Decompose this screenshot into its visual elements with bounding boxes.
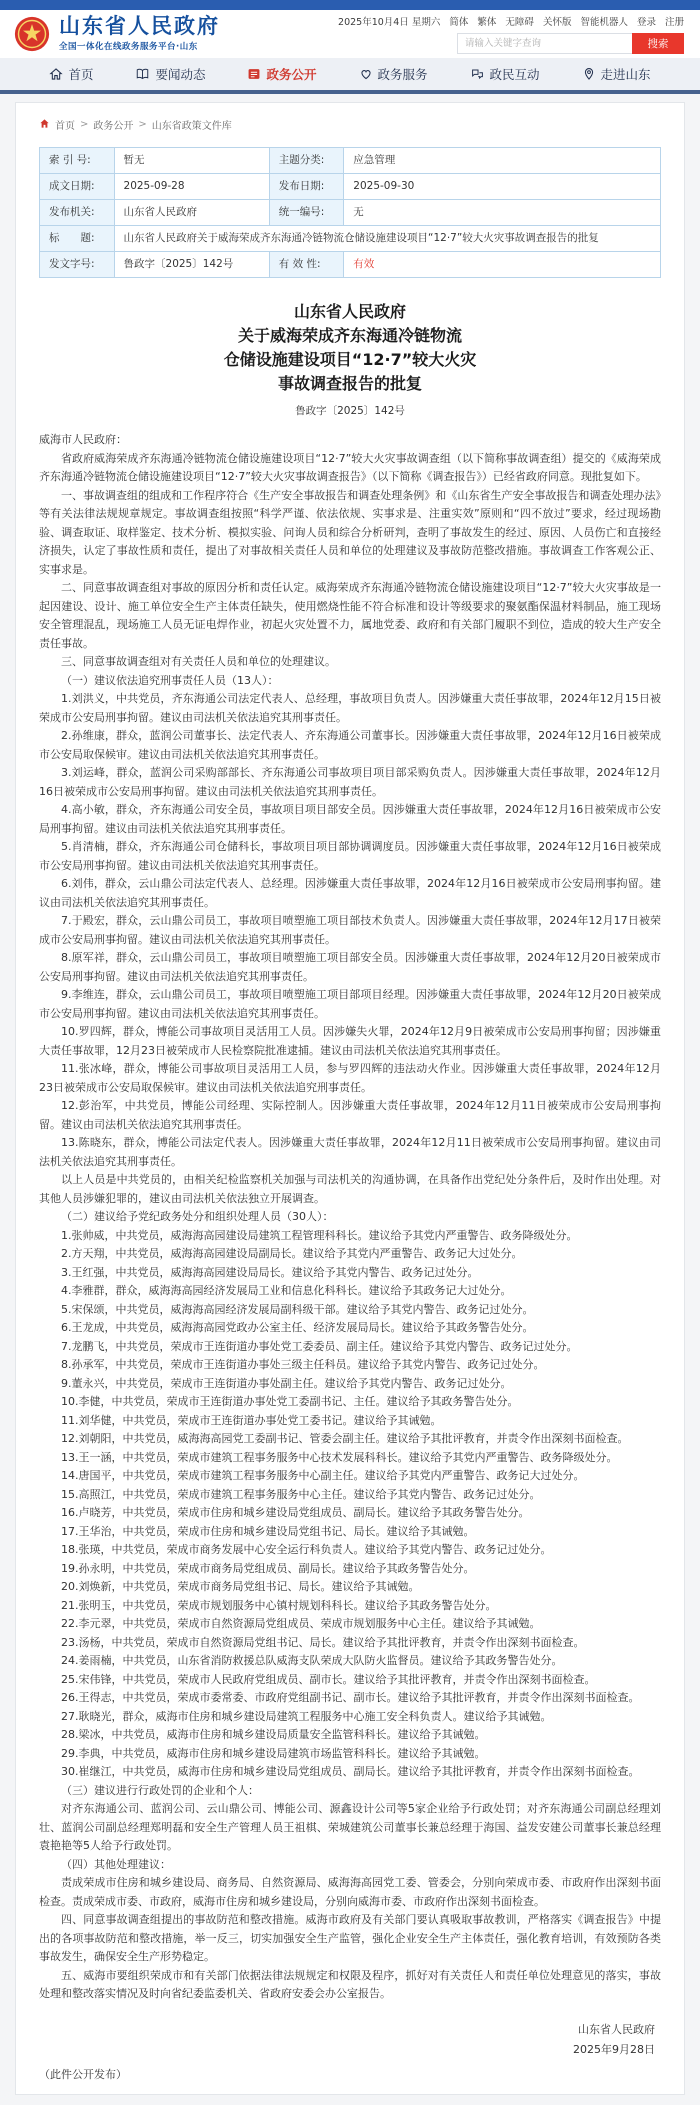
- disclosure-icon: [247, 67, 261, 81]
- meta-label-cell: 成文日期:: [40, 174, 115, 200]
- breadcrumb-separator: >: [138, 119, 147, 130]
- meta-value-cell: 暂无: [114, 148, 269, 174]
- paragraph: 7.于殿宏，群众，云山鼎公司员工，事故项目喷塑施工项目部技术负责人。因涉嫌重大责任事故罪，2024年12月17日被荣成市公安局刑事拘留。建议由司法机关依法追究其刑事责任。: [39, 914, 661, 946]
- meta-value-cell: 山东省人民政府关于威海荣成齐东海通冷链物流仓储设施建设项目“12·7”较大火灾事故调查报告的批复: [114, 226, 660, 252]
- link-traditional[interactable]: 繁体: [477, 17, 497, 28]
- meta-label-cell: 统一编号:: [269, 200, 344, 226]
- paragraph: 4.高小敏，群众，齐东海通公司安全员，事故项目项目部安全员。因涉嫌重大责任事故罪，2024年12月16日被荣成市公安局刑事拘留。建议由司法机关依法追究其刑事责任。: [39, 803, 661, 835]
- meta-table-row: [40, 252, 661, 278]
- paragraph: 五、威海市要组织荣成市和有关部门依据法律法规规定和权限及程序，抓好对有关责任人和责任单位处理意见的落实，事故处理和整改落实情况及时向省纪委监委机关、省政府安委会办公室报告。: [39, 1968, 661, 2000]
- paragraph: 12.刘朝阳，中共党员，威海海高园党工委副书记、管委会副主任。建议给予其批评教育，并责令作出深刻书面检查。: [61, 1432, 629, 1445]
- link-accessibility[interactable]: 无障碍: [505, 17, 534, 28]
- document-meta-table: [39, 147, 661, 278]
- paragraph: 责成荣成市住房和城乡建设局、商务局、自然资源局、威海海高园党工委、管委会，分别向荣成市委、市政府作出深刻书面检查。责成荣成市委、市政府，威海市住房和城乡建设局，分别向威海市委、市政府作出深刻书面检查。: [39, 1876, 661, 1908]
- meta-table-row: [40, 226, 661, 252]
- paragraph: 2.孙维康，群众，蓝润公司董事长、法定代表人、齐东海通公司董事长。因涉嫌重大责任事故罪，2024年12月16日被荣成市公安局取保候审。建议由司法机关依法追究其刑事责任。: [39, 729, 661, 761]
- link-simplified[interactable]: 简体: [449, 17, 469, 28]
- meta-table-row: [40, 200, 661, 226]
- brand: [14, 16, 220, 52]
- paragraph: 24.姜雨楠，中共党员，山东省消防救援总队威海支队荣成大队防火监督员。建议给予其政务警告处分。: [61, 1654, 563, 1667]
- shandong-icon: [582, 67, 596, 81]
- header-right: [338, 14, 684, 54]
- paragraph: 7.龙鹏飞，中共党员，荣成市王连街道办事处党工委委员、副主任。建议给予其党内警告、政务记过处分。: [61, 1339, 578, 1353]
- meta-value-cell: 2025-09-28: [114, 174, 269, 200]
- current-date: 2025年10月4日 星期六: [338, 17, 441, 28]
- signature-date: 2025年9月28日: [573, 2042, 655, 2056]
- document-title-line: 关于威海荣成齐东海通冷链物流: [237, 326, 462, 345]
- breadcrumb-item[interactable]: 首页: [55, 121, 75, 132]
- brand-text: [59, 16, 220, 52]
- top-blue-bar: [0, 0, 700, 10]
- breadcrumb: [39, 117, 661, 132]
- paragraph: （四）其他处理建议：: [61, 1857, 171, 1871]
- nav-item-service[interactable]: [359, 65, 428, 83]
- link-smart-robot[interactable]: 智能机器人: [580, 17, 628, 28]
- document-title-line: 事故调查报告的批复: [277, 374, 422, 393]
- paragraph: 9.董永兴，中共党员，荣成市王连街道办事处副主任。建议给予其党内警告、政务记过处分。: [61, 1376, 512, 1390]
- document: [39, 300, 661, 2082]
- document-body: [39, 431, 661, 2004]
- meta-value-cell: 应急管理: [344, 148, 661, 174]
- interaction-icon: [470, 67, 485, 81]
- nav-item-label: 政务公开: [266, 67, 317, 82]
- nav-item-about-shandong[interactable]: [582, 65, 651, 83]
- meta-value-cell: 鲁政字〔2025〕142号: [114, 252, 269, 278]
- nav-item-label: 首页: [68, 67, 94, 82]
- paragraph: 18.张瑛，中共党员，荣成市商务发展中心安全运行科负责人。建议给予其党内警告、政务记过处分。: [61, 1543, 552, 1556]
- paragraph: 21.张明玉，中共党员，荣成市规划服务中心镇村规划科科长。建议给予其政务警告处分。: [61, 1598, 497, 1612]
- site-header: [0, 10, 700, 58]
- paragraph: 10.罗四辉，群众，博能公司事故项目灵活用工人员。因涉嫌失火罪，2024年12月9日被荣成市公安局刑事拘留；因涉嫌重大责任事故罪，12月23日被荣成市人民检察院批准逮捕。建议由司法机关依法追究其刑事责任。: [39, 1025, 661, 1057]
- paragraph: （一）建议依法追究刑事责任人员（13人）：: [61, 673, 279, 687]
- document-title: [39, 300, 661, 396]
- paragraph: 28.梁冰，中共党员，威海市住房和城乡建设局质量安全监管科科长。建议给予其诫勉。: [61, 1728, 486, 1741]
- quick-links: [338, 14, 684, 28]
- paragraph: 对齐东海通公司、蓝润公司、云山鼎公司、博能公司、源鑫设计公司等5家企业给予行政处罚；对齐东海通公司副总经理刘壮、蓝润公司副总经理郑明磊和安全生产管理人员王祖棋、荣城建筑公司董事长兼总经理于海国、益发安建公司董事长兼总经理袁艳艳等5人给予行政处罚。: [39, 1802, 661, 1852]
- link-care-version[interactable]: 关怀版: [542, 17, 572, 28]
- meta-table-row: [40, 148, 661, 174]
- nav-item-interaction[interactable]: [470, 65, 540, 83]
- paragraph: 13.陈晓东，群众，博能公司法定代表人。因涉嫌重大责任事故罪，2024年12月11日被荣成市公安局刑事拘留。建议由司法机关依法追究其刑事责任。: [39, 1136, 661, 1168]
- paragraph: 14.唐国平，中共党员，荣成市建筑工程事务服务中心副主任。建议给予其党内严重警告、政务记大过处分。: [61, 1469, 585, 1482]
- salutation: 威海市人民政府：: [39, 433, 127, 446]
- signature-issuer: 山东省人民政府: [578, 2022, 655, 2036]
- paragraph: 省政府威海荣成齐东海通冷链物流仓储设施建设项目“12·7”较大火灾事故调查组（以下简称事故调查组）提交的《威海荣成齐东海通冷链物流仓储设施建设项目“12·7”较大火灾事故调查报告》（以下简称《调查报告》）已经省政府同意。现批复如下。: [39, 451, 661, 483]
- signature-block: [39, 2020, 661, 2060]
- paragraph: 25.宋伟锋，中共党员，荣成市人民政府党组成员、副市长。建议给予其批评教育，并责令作出深刻书面检查。: [61, 1672, 596, 1686]
- nav-item-label: 走进山东: [600, 67, 651, 82]
- breadcrumb-item[interactable]: 政务公开: [93, 121, 134, 132]
- site-subtitle: 全国一体化在线政务服务平台·山东: [59, 42, 198, 52]
- document-number: 鲁政字〔2025〕142号: [295, 405, 405, 417]
- search-button[interactable]: 搜索: [632, 33, 684, 54]
- paragraph: 3.刘运峰，群众，蓝润公司采购部部长、齐东海通公司事故项目项目部采购负责人。因涉嫌重大责任事故罪，2024年12月16日被荣成市公安局刑事拘留。建议由司法机关依法追究其刑事责任。: [39, 766, 661, 798]
- public-release-note: （此件公开发布）: [39, 2067, 127, 2081]
- meta-value-cell: 2025-09-30: [344, 174, 661, 200]
- meta-label-cell: 发布日期:: [269, 174, 344, 200]
- meta-label-cell: 有 效 性:: [269, 252, 344, 278]
- document-title-line: 山东省人民政府: [293, 302, 406, 321]
- breadcrumb-home-icon: [39, 118, 50, 132]
- paragraph: 20.刘焕新，中共党员，荣成市商务局党组书记、局长。建议给予其诫勉。: [61, 1580, 420, 1593]
- paragraph: 2.方天翔，中共党员，威海海高园建设局副局长。建议给予其党内严重警告、政务记大过处分。: [61, 1247, 523, 1260]
- paragraph: 15.高照江，中共党员，荣成市建筑工程事务服务中心主任。建议给予其党内警告、政务记过处分。: [61, 1487, 541, 1501]
- paragraph: 4.李雅群，群众，威海海高园经济发展局工业和信息化科科长。建议给予其政务记大过处分。: [61, 1284, 512, 1297]
- main-nav: [0, 58, 700, 90]
- paragraph: 1.张帅威，中共党员，威海海高园建设局建筑工程管理科科长。建议给予其党内严重警告、政务降级处分。: [61, 1228, 578, 1242]
- meta-label-cell: 发布机关:: [40, 200, 115, 226]
- paragraph: 三、同意事故调查组对有关责任人员和单位的处理建议。: [61, 655, 336, 668]
- paragraph: 6.王龙成，中共党员，威海海高园党政办公室主任、经济发展局局长。建议给予其政务警告处分。: [61, 1321, 534, 1334]
- paragraph: 16.卢晓芳，中共党员，荣成市住房和城乡建设局党组成员、副局长。建议给予其政务警告处分。: [61, 1506, 530, 1519]
- meta-value-cell: 有效: [344, 252, 661, 278]
- nav-item-disclosure[interactable]: [247, 65, 316, 83]
- breadcrumb-separator: >: [80, 119, 89, 130]
- paragraph: 12.彭治军，中共党员，博能公司经理、实际控制人。因涉嫌重大责任事故罪，2024年12月11日被荣成市公安局刑事拘留。建议由司法机关依法追究其刑事责任。: [39, 1099, 661, 1131]
- site-title: 山东省人民政府: [59, 14, 220, 38]
- home-icon: [49, 67, 63, 81]
- search-bar: [338, 33, 684, 54]
- breadcrumb-item: 山东省政策文件库: [151, 121, 232, 132]
- national-emblem-logo: [14, 16, 50, 52]
- paragraph: 30.崔继江，中共党员，威海市住房和城乡建设局党组成员、副局长。建议给予其批评教育，并责令作出深刻书面检查。: [61, 1765, 640, 1778]
- paragraph: 11.刘华健，中共党员，荣成市王连街道办事处党工委书记。建议给予其诫勉。: [61, 1413, 442, 1427]
- nav-item-home[interactable]: [49, 65, 93, 83]
- paragraph: 5.肖清楠，群众，齐东海通公司仓储科长，事故项目项目部协调调度员。因涉嫌重大责任事故罪，2024年12月16日被荣成市公安局刑事拘留。建议由司法机关依法追究其刑事责任。: [39, 840, 661, 872]
- paragraph: 29.李典，中共党员，威海市住房和城乡建设局建筑市场监管科科长。建议给予其诫勉。: [61, 1746, 486, 1760]
- paragraph: 四、同意事故调查组提出的事故防范和整改措施。威海市政府及有关部门要认真吸取事故教训，严格落实《调查报告》中提出的各项事故防范和整改措施，举一反三，切实加强安全生产监管，强化企业安全生产主体责任，强化教育培训，有效预防各类事故发生，确保安全生产形势稳定。: [39, 1913, 661, 1963]
- paragraph: （三）建议进行行政处罚的企业和个人：: [61, 1783, 259, 1797]
- meta-value-cell: 无: [344, 200, 661, 226]
- paragraph: 13.王一涵，中共党员，荣成市建筑工程事务服务中心技术发展科科长。建议给予其党内严重警告、政务降级处分。: [61, 1450, 618, 1464]
- paragraph: 以上人员是中共党员的，由相关纪检监察机关加强与司法机关的沟通协调，在具备作出党纪处分条件后，及时作出处理。对其他人员涉嫌犯罪的，建议由司法机关依法独立开展调查。: [39, 1173, 661, 1205]
- nav-item-label: 政务服务: [377, 67, 428, 82]
- paragraph: 27.耿晓光，群众，威海市住房和城乡建设局建筑工程服务中心施工安全科负责人。建议给予其诫勉。: [61, 1709, 552, 1723]
- paragraph: 19.孙永明，中共党员，荣成市商务局党组成员、副局长。建议给予其政务警告处分。: [61, 1561, 475, 1575]
- paragraph: 5.宋保颂，中共党员，威海海高园经济发展局副科级干部。建议给予其党内警告、政务记过处分。: [61, 1302, 534, 1316]
- paragraph: 26.王得志，中共党员，荣成市委常委、市政府党组副书记、副市长。建议给予其批评教育，并责令作出深刻书面检查。: [61, 1691, 640, 1704]
- meta-label-cell: 发文字号:: [40, 252, 115, 278]
- paragraph: 22.李元翠，中共党员，荣成市自然资源局党组成员、荣成市规划服务中心主任。建议给予其诫勉。: [61, 1617, 541, 1630]
- paragraph: 23.汤杨，中共党员，荣成市自然资源局党组书记、局长。建议给予其批评教育，并责令作出深刻书面检查。: [61, 1635, 585, 1649]
- meta-table-row: [40, 174, 661, 200]
- paragraph: 8.原军祥，群众，云山鼎公司员工，事故项目喷塑施工项目部安全员。因涉嫌重大责任事故罪，2024年12月20日被荣成市公安局刑事拘留。建议由司法机关依法追究其刑事责任。: [39, 951, 661, 983]
- paragraph: 6.刘伟，群众，云山鼎公司法定代表人、总经理。因涉嫌重大责任事故罪，2024年12月16日被荣成市公安局刑事拘留。建议由司法机关依法追究其刑事责任。: [39, 877, 661, 909]
- service-icon: [359, 67, 373, 81]
- nav-divider: [0, 90, 700, 94]
- nav-item-news[interactable]: [135, 65, 205, 83]
- paragraph: 8.孙承军，中共党员，荣成市王连街道办事处三级主任科员。建议给予其党内警告、政务记过处分。: [61, 1358, 545, 1371]
- nav-item-label: 政民互动: [489, 67, 540, 82]
- meta-value-cell: 山东省人民政府: [114, 200, 269, 226]
- meta-label-cell: 标 题:: [40, 226, 115, 252]
- paragraph: 二、同意事故调查组对事故的原因分析和责任认定。威海荣成齐东海通冷链物流仓储设施建设项目“12·7”较大火灾事故是一起因建设、设计、施工单位安全生产主体责任缺失，使用燃烧性能不符合标准和设计等级要求的聚氨酯保温材料制品，施工现场安全管理混乱，现场施工人员无证电焊作业，初起火灾处置不力，属地党委、政府和有关部门履职不到位，造成的较大生产安全责任事故。: [39, 581, 661, 650]
- paragraph: （二）建议给予党纪政务处分和组织处理人员（30人）：: [61, 1210, 334, 1223]
- meta-label-cell: 主题分类:: [269, 148, 344, 174]
- document-title-line: 仓储设施建设项目“12·7”较大火灾: [223, 350, 477, 369]
- paragraph: 11.张冰峰，群众，博能公司事故项目灵活用工人员，参与罗四辉的违法动火作业。因涉嫌重大责任事故罪，2024年12月23日被荣成市公安局取保候审。建议由司法机关依法追究刑事责任。: [39, 1062, 661, 1094]
- link-register[interactable]: 注册: [664, 17, 684, 28]
- paragraph: 9.李维连，群众，云山鼎公司员工，事故项目喷塑施工项目部项目经理。因涉嫌重大责任事故罪，2024年12月20日被荣成市公安局刑事拘留。建议由司法机关依法追究其刑事责任。: [39, 988, 661, 1020]
- paragraph: 17.王华治，中共党员，荣成市住房和城乡建设局党组书记、局长。建议给予其诫勉。: [61, 1524, 475, 1538]
- link-login[interactable]: 登录: [636, 17, 656, 28]
- paragraph: 1.刘洪义，中共党员，齐东海通公司法定代表人、总经理，事故项目负责人。因涉嫌重大责任事故罪，2024年12月15日被荣成市公安局刑事拘留。建议由司法机关依法追究其刑事责任。: [39, 692, 661, 724]
- news-icon: [135, 67, 150, 81]
- paragraph: 3.王红强，中共党员，威海海高园建设局局长。建议给予其党内警告、政务记过处分。: [61, 1265, 479, 1279]
- meta-label-cell: 索 引 号:: [40, 148, 115, 174]
- paragraph: 10.李健，中共党员，荣成市王连街道办事处党工委副书记、主任。建议给予其政务警告处分。: [61, 1395, 519, 1408]
- paragraph: 一、事故调查组的组成和工作程序符合《生产安全事故报告和调查处理条例》和《山东省生产安全事故报告和调查处理办法》等有关法律法规规章规定。事故调查组按照“科学严谨、依法依规、实事求是、注重实效”原则和“四不放过”要求，经过现场勘验、调查取证、取样鉴定、技术分析、模拟实验、问询人员和综合分析研判，查明了事故发生的经过、原因、人员伤亡和直接经济损失，认定了事故性质和责任，提出了对事故相关责任人员和单位的处理建议及事故防范整改措施。事故调查工作客观公正、实事求是。: [39, 488, 661, 576]
- search-input[interactable]: [457, 33, 632, 54]
- content-card: [15, 102, 685, 2095]
- nav-item-label: 要闻动态: [155, 67, 206, 82]
